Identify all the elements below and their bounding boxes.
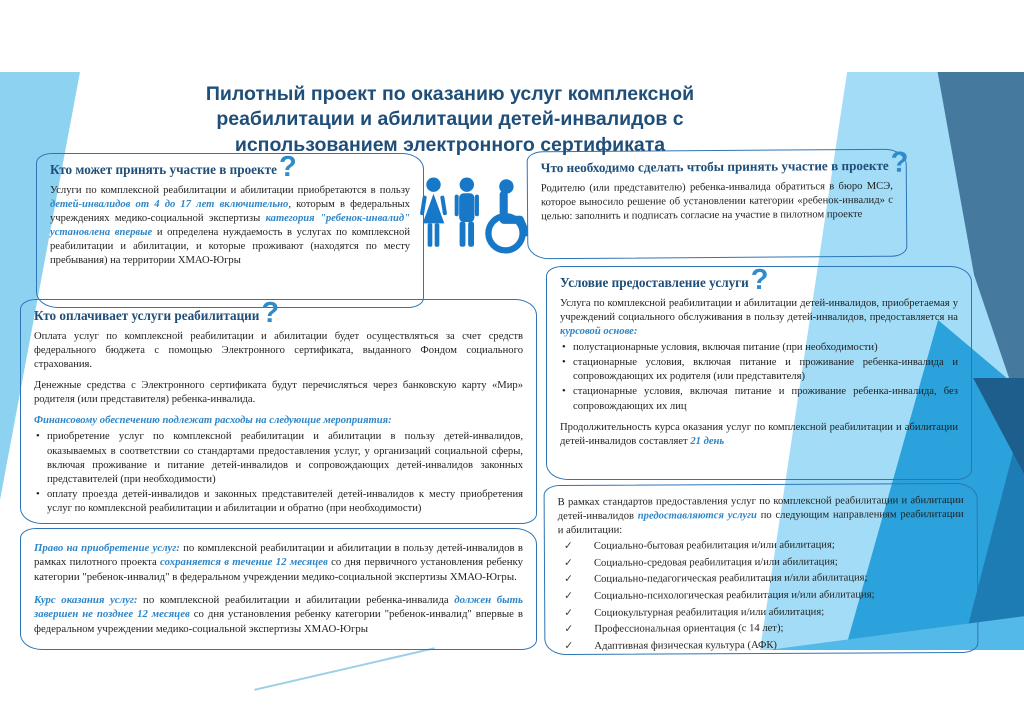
- body-paragraph: [558, 494, 964, 538]
- accent-text: детей-инвалидов от 4 до 17 лет включительно: [50, 199, 289, 211]
- bg-decor-line: [254, 647, 435, 690]
- body-paragraph: [34, 593, 523, 636]
- question-mark-icon: ?: [278, 151, 297, 183]
- question-mark-icon: ?: [890, 146, 909, 179]
- body-paragraph: Оплата услуг по комплексной реабилитации и абилитации будет осуществляться за счет средств федерального бюджета с помощью Электронного сертификата, выданного Фондом социального страхования.: [34, 331, 523, 371]
- text-segment: по следующим направлениям реабилитации и абилитации:: [557, 509, 964, 537]
- body-paragraph: [560, 297, 958, 339]
- text-segment: по комплексной реабилитации и абилитации ребенка-инвалида: [137, 594, 455, 607]
- body-paragraph: [560, 421, 958, 449]
- text-segment: со дня установления ребенку категории "ребенок-инвалид" впервые в федеральном учреждении медико-социальной экспертизы ХМАО-Югры: [34, 608, 523, 635]
- accent-text: должен быть завершен не позднее 12 месяцев: [34, 594, 523, 621]
- check-list: [558, 538, 965, 654]
- question-mark-icon: ?: [261, 297, 280, 329]
- text-segment: , которым в федеральных учреждениях медико-социальной экспертизы: [50, 199, 410, 225]
- family-icons: [420, 174, 528, 262]
- box-header: [560, 264, 958, 296]
- text-segment: по комплексной реабилитации и абилитации в пользу детей-инвалидов в рамках пилотного проекта: [34, 542, 524, 569]
- question-mark-icon: ?: [750, 264, 769, 296]
- bullet-list: [560, 341, 958, 413]
- accent-text: сохраняется в течение 12 месяцев: [160, 556, 328, 569]
- accent-text: 21 день: [690, 435, 725, 447]
- list-item: • полустационарные условия, включая питание (при необходимости): [560, 341, 958, 355]
- page-title-line: реабилитации и абилитации детей-инвалидов с: [216, 108, 684, 131]
- box-header-text: Кто оплачивает услуги реабилитации: [34, 308, 260, 323]
- page-title: [120, 82, 780, 158]
- list-item: • стационарные условия, включая питание и проживание ребенка-инвалида и сопровождающих их родителя (или представителя): [560, 356, 958, 384]
- box-header: [34, 297, 523, 329]
- accent-text: предоставляются услуги: [637, 510, 757, 522]
- list-item: • приобретение услуг по комплексной реабилитации и абилитации в пользу детей-инвалидов, оказываемых в соответствии со стандартами предоставления услуг, у организаций социальной сферы, включая проживание и питание детей-инвалидов и сопровождающих детей-инвалидов законных представителей (при необходимости): [34, 430, 523, 486]
- accent-text: Курс оказания услуг:: [34, 594, 138, 607]
- text-segment: Услуга по комплексной реабилитации и абилитации детей-инвалидов, приобретаемая у учреждений социального обслуживания в пользу детей-инвалидов, предоставляется на: [560, 298, 958, 324]
- page-title-line: использованием электронного сертификата: [234, 133, 666, 156]
- body-paragraph: Родителю (или представителю) ребенка-инвалида обратиться в бюро МСЭ, которое выносило решение об установлении категории «ребенок-инвалид» с целью: заполнить и подписать согласие на участие в пилотном проекте: [540, 180, 894, 223]
- man-icon: [455, 178, 479, 247]
- list-item: ✓ Адаптивная физическая культура (АФК): [558, 638, 964, 654]
- list-item: ✓ Социально-средовая реабилитация и/или абилитация;: [558, 555, 964, 571]
- box-service-conditions: [546, 266, 972, 480]
- box-service-directions: [544, 483, 979, 655]
- body-paragraph: [34, 541, 523, 584]
- list-item: ✓ Социально-педагогическая реабилитация и/или абилитация;: [558, 571, 964, 587]
- box-rights-and-terms: [20, 528, 537, 650]
- text-segment: В рамках стандартов предоставления услуг по комплексной реабилитации и абилитации детей-инвалидов: [557, 494, 964, 523]
- list-item: ✓ Социально-бытовая реабилитация и/или абилитация;: [558, 538, 964, 554]
- body-paragraph: [50, 184, 410, 268]
- box-header-text: Условие предоставление услуги: [560, 275, 749, 290]
- list-item: ✓ Социально-психологическая реабилитация и/или абилитация;: [558, 588, 964, 604]
- body-paragraph: [34, 414, 523, 428]
- wheelchair-icon: [488, 179, 525, 250]
- accent-text: курсовой основе:: [560, 326, 638, 338]
- box-what-to-do: [527, 146, 909, 260]
- page-title-line: Пилотный проект по оказанию услуг комплексной: [205, 83, 695, 105]
- list-item: ✓ Профессиональная ориентация (с 14 лет);: [558, 621, 964, 637]
- list-item: • стационарные условия, включая питание и проживание ребенка-инвалида, без сопровождающих их лиц: [560, 385, 958, 413]
- box-header-text: Что необходимо сделать чтобы принять участие в проекте: [540, 157, 889, 176]
- list-item: ✓ Социокультурная реабилитация и/или абилитация;: [558, 604, 964, 620]
- box-who-pays: [20, 299, 537, 524]
- woman-icon: [420, 178, 447, 247]
- box-who-can-participate: [36, 153, 424, 308]
- accent-text: Право на приобретение услуг:: [34, 542, 180, 554]
- accent-text: категория "ребенок-инвалид" установлена впервые: [50, 213, 410, 239]
- accent-text: Финансовому обеспечению подлежат расходы на следующие мероприятия:: [34, 415, 392, 427]
- box-header-text: Кто может принять участие в проекте: [50, 162, 277, 177]
- text-segment: и определена нуждаемость в услугах по комплексной реабилитации и абилитации, и которые проживают (находятся по месту пребывания) на территории ХМАО-Югры: [50, 227, 410, 267]
- text-segment: Услуги по комплексной реабилитации и абилитации приобретаются в пользу: [50, 185, 410, 196]
- box-header: [50, 151, 410, 183]
- text-segment: со дня первичного установления ребенку категории "ребенок-инвалид" в федеральном учреждении медико-социальной экспертизы ХМАО-Югры.: [34, 556, 523, 583]
- list-item: • оплату проезда детей-инвалидов и законных представителей детей-инвалидов к месту приобретения услуг по комплексной реабилитации и абилитации и обратно (при необходимости): [34, 488, 523, 516]
- box-header: [540, 146, 909, 179]
- text-segment: Продолжительность курса оказания услуг по комплексной реабилитации и абилитации детей-инвалидов составляет: [560, 421, 958, 447]
- body-paragraph: Денежные средства с Электронного сертификата будут перечисляться через банковскую карту «Мир» родителя (или представителя) ребенка-инвалида.: [34, 380, 523, 406]
- bullet-list: [34, 430, 523, 515]
